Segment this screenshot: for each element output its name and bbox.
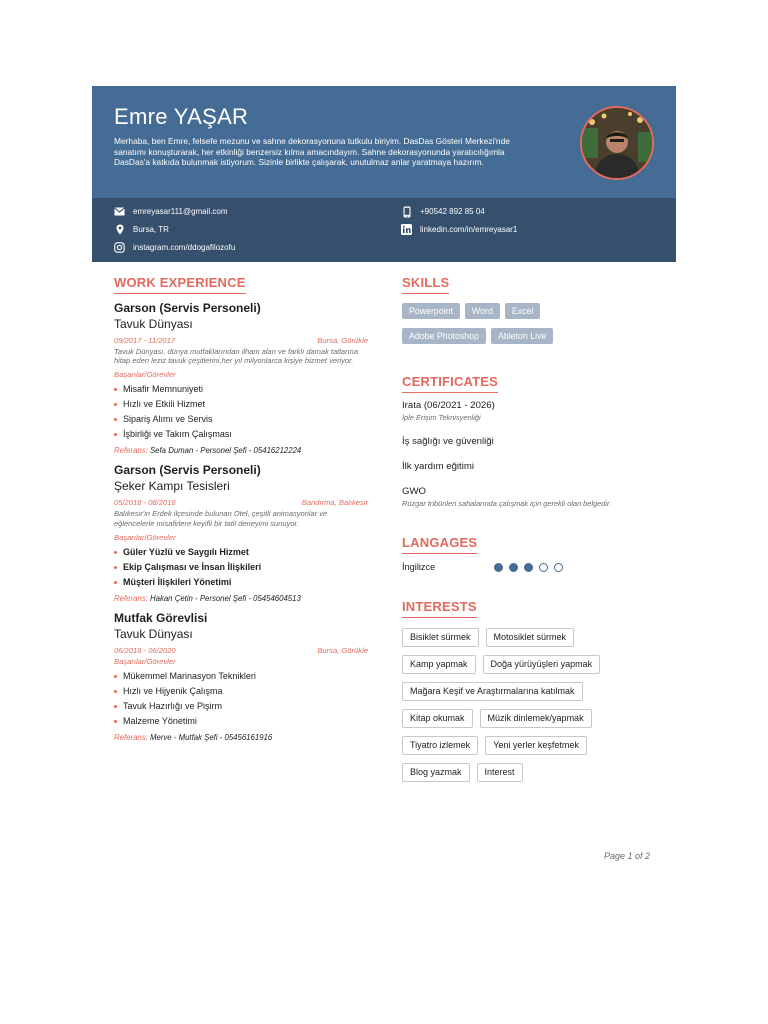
tasks-label: Başarılar/Görevler bbox=[114, 370, 176, 380]
job-company: Tavuk Dünyası bbox=[114, 626, 193, 641]
job-title: Garson (Servis Personeli) bbox=[114, 463, 261, 478]
job-dates: 06/2018 - 06/2020 bbox=[114, 645, 176, 655]
task-item: Müşteri İlişkileri Yönetimi bbox=[114, 575, 368, 590]
certificate-name: İlk yardım eğitimi bbox=[402, 461, 474, 472]
job-entry bbox=[114, 611, 368, 742]
job-entry bbox=[114, 301, 368, 455]
job-location: Bursa, Görükle bbox=[317, 336, 368, 345]
tasks-label: Başarılar/Görevler bbox=[114, 532, 176, 542]
reference-value: Sefa Duman - Personel Şefi - 05416212224 bbox=[149, 446, 302, 456]
certificate-description: İple Erişim Teknisyenliği bbox=[402, 413, 481, 422]
tasks-label: Başarılar/Görevler bbox=[114, 656, 176, 666]
skill-tag: Powerpoint bbox=[402, 303, 460, 319]
job-reference bbox=[114, 446, 368, 455]
interest-tag: Tiyatro izlemek bbox=[402, 736, 478, 755]
map-pin-icon bbox=[114, 224, 125, 235]
job-meta bbox=[114, 646, 368, 655]
task-item: Hızlı ve Hijyenik Çalışma bbox=[114, 684, 368, 699]
job-dates: 05/2018 - 08/2018 bbox=[114, 498, 176, 508]
task-list bbox=[114, 669, 368, 729]
right-column bbox=[402, 274, 672, 790]
section-title-certificates: CERTIFICATES bbox=[402, 374, 498, 393]
task-item: Malzeme Yönetimi bbox=[114, 714, 368, 729]
reference-label: Referans: bbox=[114, 732, 148, 742]
section-title-languages: LANGAGES bbox=[402, 535, 477, 554]
job-title: Garson (Servis Personeli) bbox=[114, 301, 261, 315]
certificate-name: İş sağlığı ve güvenliği bbox=[402, 436, 494, 447]
person-name: Emre YAŞAR bbox=[114, 104, 249, 129]
skill-tag: Word bbox=[465, 303, 500, 319]
task-list bbox=[114, 382, 368, 442]
job-location: Bandırma, Balıkesir bbox=[301, 498, 368, 508]
skills-section bbox=[402, 274, 672, 353]
skill-tag: Excel bbox=[505, 303, 541, 319]
interest-tag: Mağara Keşif ve Araştırmalarına katılmak bbox=[402, 682, 583, 701]
section-title-skills: SKILLS bbox=[402, 275, 449, 294]
resume-header bbox=[92, 86, 676, 198]
level-dot bbox=[509, 563, 518, 572]
instagram-icon bbox=[114, 242, 125, 253]
task-item: Güler Yüzlü ve Saygılı Hizmet bbox=[114, 545, 368, 560]
linkedin-icon bbox=[401, 224, 412, 235]
job-description: Balıkesir'in Erdek ilçesinde bulunan Otel, çeşitli animasyonlar ve eğlencelerle misafirlere keyifli bir tatil deneyimi sunuyor. bbox=[114, 509, 328, 528]
location-text: Bursa, TR bbox=[133, 225, 169, 234]
level-dot bbox=[554, 563, 563, 572]
contact-location bbox=[114, 224, 169, 235]
interest-tag: Müzik dinlemek/yapmak bbox=[480, 709, 592, 728]
interest-tag: Bisiklet sürmek bbox=[402, 628, 479, 647]
linkedin-text: linkedin.com/in/emreyasar1 bbox=[420, 225, 518, 234]
interests-section bbox=[402, 598, 672, 790]
job-description: Tavuk Dünyası, dünya mutfaklarından ilham alan ve farklı damak tatlarına hitap eden leziz tavuk çeşitlerini,her yıl milyonlarca kişiye hizmet veriyor. bbox=[114, 347, 359, 366]
work-experience-section bbox=[114, 274, 368, 742]
profile-summary: Merhaba, ben Emre, felsefe mezunu ve sahne dekorasyonuna tutkulu biriyim. DasDas Gösteri Merkezi'nde sanatımı konuşturarak, her etkinliği benzersiz kılma amacındayım. Sahne dekorasyonunda yaratıcılığımla DasDas'a katkıda bulunmak istiyorum. Sizinle birlikte çalışarak, unutulmaz anlar yaratmaya hazırım. bbox=[114, 136, 510, 168]
contact-phone[interactable] bbox=[401, 206, 485, 217]
skill-tag: Ableton Live bbox=[491, 328, 553, 344]
certificate-description: Rüzgar tribünleri sahalarında çalışmak için gerekli olan belgedir. bbox=[402, 499, 612, 508]
interest-list bbox=[402, 628, 642, 790]
phone-text: +90542 892 85 04 bbox=[420, 207, 485, 216]
task-item: Tavuk Hazırlığı ve Pişirm bbox=[114, 699, 368, 714]
skill-list bbox=[402, 303, 602, 353]
section-title-work: WORK EXPERIENCE bbox=[114, 275, 246, 294]
interest-tag: Blog yazmak bbox=[402, 763, 470, 782]
task-item: Misafir Memnuniyeti bbox=[114, 382, 368, 397]
interest-tag: Kamp yapmak bbox=[402, 655, 476, 674]
certificate-name: Irata (06/2021 - 2026) bbox=[402, 400, 495, 411]
profile-photo bbox=[582, 108, 652, 178]
task-item: Hızlı ve Etkili Hizmet bbox=[114, 397, 368, 412]
job-company: Tavuk Dünyası bbox=[114, 317, 193, 331]
level-dot bbox=[539, 563, 548, 572]
job-dates: 09/2017 - 11/2017 bbox=[114, 336, 176, 345]
language-row bbox=[402, 562, 672, 572]
phone-icon bbox=[401, 206, 412, 217]
task-item: Ekip Çalışması ve İnsan İlişkileri bbox=[114, 560, 368, 575]
job-title: Mutfak Görevlisi bbox=[114, 610, 208, 625]
contact-bar bbox=[92, 198, 676, 262]
task-item: Mükemmel Marinasyon Teknikleri bbox=[114, 669, 368, 684]
interest-tag: Yeni yerler keşfetmek bbox=[485, 736, 587, 755]
reference-value: Hakan Çetin - Personel Şefi - 05454604513 bbox=[149, 593, 301, 603]
section-title-interests: INTERESTS bbox=[402, 599, 477, 618]
reference-label: Referans: bbox=[114, 446, 148, 456]
contact-email[interactable] bbox=[114, 206, 228, 217]
languages-section bbox=[402, 534, 672, 572]
skill-tag: Adobe Photoshop bbox=[402, 328, 486, 344]
resume-page bbox=[92, 86, 676, 777]
reference-value: Merve - Mutfak Şefi - 05456161916 bbox=[149, 732, 273, 742]
interest-tag: Interest bbox=[477, 763, 523, 782]
instagram-text: instagram.com/ddogafilozofu bbox=[133, 243, 236, 252]
certificate-name: GWO bbox=[402, 486, 426, 497]
email-text: emreyasar111@gmail.com bbox=[133, 207, 228, 216]
job-reference bbox=[114, 594, 368, 603]
envelope-icon bbox=[114, 206, 125, 217]
avatar bbox=[580, 106, 654, 180]
job-entry bbox=[114, 463, 368, 602]
page-number: Page 1 of 2 bbox=[604, 851, 651, 861]
interest-tag: Motosiklet sürmek bbox=[486, 628, 575, 647]
task-list bbox=[114, 545, 368, 590]
task-item: İşbirliği ve Takım Çalışması bbox=[114, 427, 368, 442]
language-name: İngilizce bbox=[402, 562, 436, 572]
reference-label: Referans: bbox=[114, 593, 148, 603]
contact-instagram[interactable] bbox=[114, 242, 235, 253]
interest-tag: Kitap okumak bbox=[402, 709, 473, 728]
job-company: Şeker Kampı Tesisleri bbox=[114, 479, 230, 494]
task-item: Sipariş Alımı ve Servis bbox=[114, 412, 368, 427]
job-reference bbox=[114, 733, 368, 742]
certificates-section bbox=[402, 373, 672, 508]
job-location: Bursa, Görükle bbox=[317, 645, 368, 655]
level-dot bbox=[494, 563, 503, 572]
job-meta bbox=[114, 336, 368, 345]
contact-linkedin[interactable] bbox=[401, 224, 517, 235]
interest-tag: Doğa yürüyüşleri yapmak bbox=[483, 655, 601, 674]
level-dot bbox=[524, 563, 533, 572]
job-meta bbox=[114, 498, 368, 507]
